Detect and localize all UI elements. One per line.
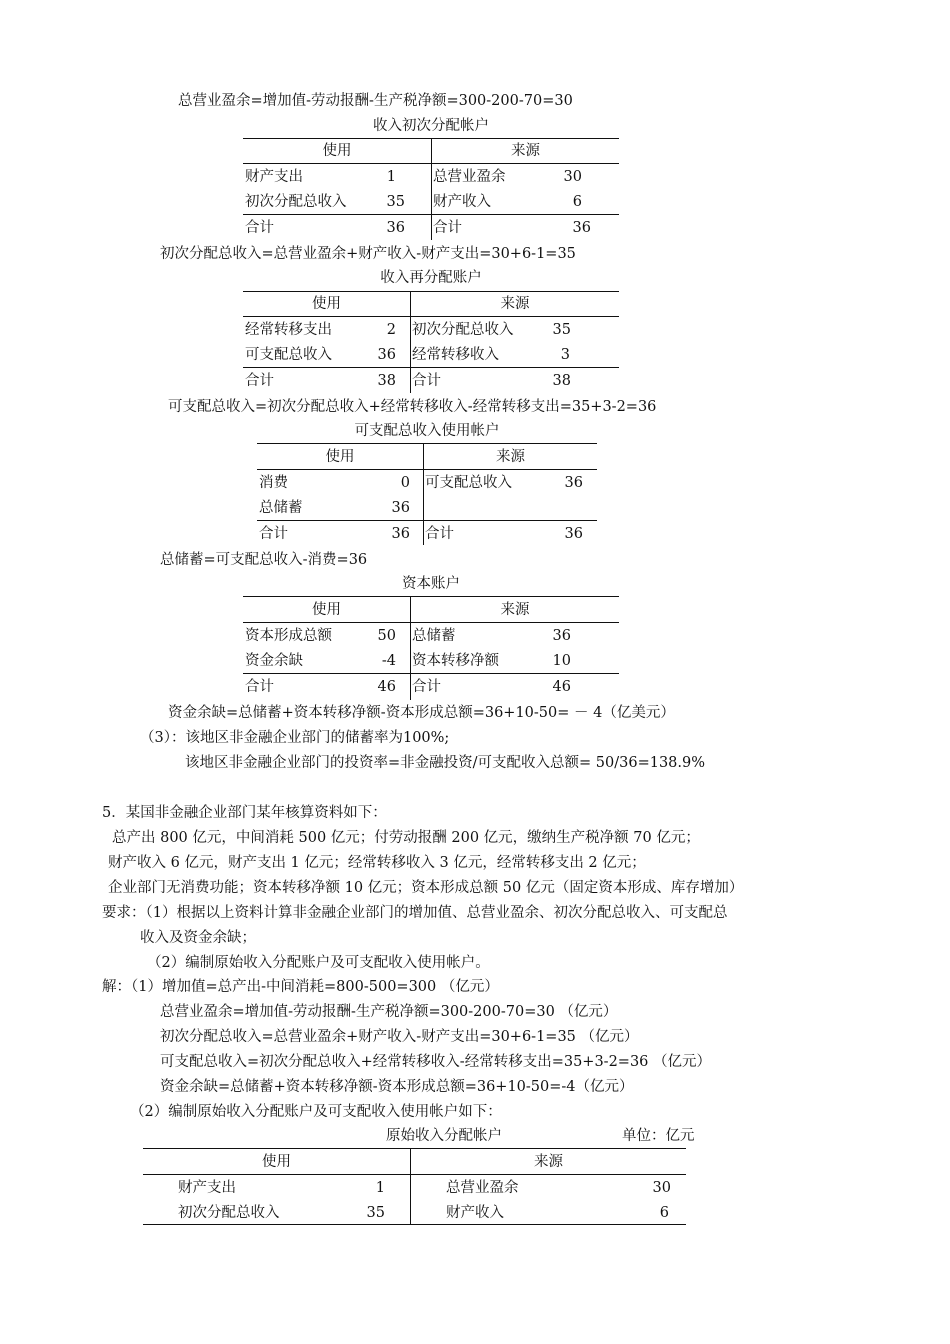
table-total-rule (257, 520, 597, 521)
table-header-rule (243, 622, 619, 623)
table-center-divider (410, 596, 411, 700)
table-cell: 合计 (425, 526, 454, 542)
formula-operating-surplus: 总营业盈余=增加值-劳动报酬-生产税净额=300-200-70=30 (178, 93, 573, 109)
solution-line: 总营业盈余=增加值-劳动报酬-生产税净额=300-200-70=30 （亿元） (160, 1004, 618, 1020)
table-cell: 经常转移支出 (245, 322, 332, 338)
table-cell: 资本转移净额 (412, 653, 499, 669)
column-header-source: 来源 (500, 296, 530, 312)
formula-primary-income: 初次分配总收入=总营业盈余+财产收入-财产支出=30+6-1=35 (160, 246, 576, 262)
table-cell: 初次分配总收入 (245, 194, 347, 210)
answer-saving-rate: （3）：该地区非金融企业部门的储蓄率为100%; (140, 730, 450, 746)
table-cell: 可支配总收入 (245, 347, 332, 363)
table-cell: 财产收入 (446, 1205, 504, 1221)
table-cell: 36 (391, 500, 410, 516)
table-cell: 36 (564, 526, 583, 542)
table-cell: 资金余缺 (245, 653, 303, 669)
table-top-rule (243, 291, 619, 292)
table-title: 收入再分配账户 (380, 270, 482, 286)
table-cell: 36 (386, 220, 405, 236)
table-cell: 合计 (259, 526, 288, 542)
formula-disposable-income: 可支配总收入=初次分配总收入+经常转移收入-经常转移支出=35+3-2=36 (168, 399, 657, 415)
table-cell: 30 (563, 169, 582, 185)
solution-line: 解：（1）增加值=总产出-中间消耗=800-500=300 （亿元） (102, 979, 499, 995)
table-unit: 单位：亿元 (622, 1128, 695, 1144)
table-cell: 资本形成总额 (245, 628, 332, 644)
solution-line: （2）编制原始收入分配账户及可支配收入使用帐户如下： (130, 1104, 502, 1120)
problem-data-line: 企业部门无消费功能；资本转移净额 10 亿元；资本形成总额 50 亿元（固定资本形成、库存增加） (108, 880, 744, 896)
problem-requirement: 收入及资金余缺； (140, 930, 256, 946)
column-header-use: 使用 (312, 602, 341, 618)
table-cell: 总营业盈余 (433, 169, 506, 185)
table-cell: 合计 (245, 373, 274, 389)
column-header-source: 来源 (496, 449, 525, 465)
problem-requirement: 要求：（1）根据以上资料计算非金融企业部门的增加值、总营业盈余、初次分配总收入、可支配总 (102, 905, 728, 921)
table-cell: 总储蓄 (412, 628, 456, 644)
table-title: 资本账户 (402, 576, 460, 592)
formula-fund-balance: 资金余缺=总储蓄+资本转移净额-资本形成总额=36+10-50= － 4（亿美元） (168, 705, 675, 721)
table-title: 收入初次分配帐户 (373, 118, 489, 134)
table-header-rule (243, 316, 619, 317)
column-header-use: 使用 (325, 449, 355, 465)
table-center-divider (410, 1148, 411, 1224)
table-cell: 38 (377, 373, 396, 389)
table-top-rule (143, 1148, 686, 1149)
table-top-rule (257, 443, 597, 444)
table-cell: 36 (377, 347, 396, 363)
table-cell: 总储蓄 (259, 500, 303, 516)
table-title: 原始收入分配帐户 (386, 1128, 502, 1144)
table-cell: 36 (552, 628, 571, 644)
table-cell: 财产支出 (245, 169, 303, 185)
table-total-rule (243, 673, 619, 674)
table-cell: -4 (381, 653, 396, 669)
table-cell: 经常转移收入 (412, 347, 499, 363)
table-cell: 46 (377, 679, 396, 695)
problem-data-line: 总产出 800 亿元，中间消耗 500 亿元；付劳动报酬 200 亿元，缴纳生产税净额 70 亿元； (112, 830, 700, 846)
column-header-use: 使用 (312, 296, 341, 312)
table-title: 可支配总收入使用帐户 (354, 423, 500, 439)
table-cell: 35 (386, 194, 405, 210)
table-cell: 合计 (433, 220, 462, 236)
table-header-rule (257, 469, 597, 470)
problem-heading: 5．某国非金融企业部门某年核算资料如下： (102, 805, 387, 821)
table-cell: 1 (375, 1180, 385, 1196)
table-total-rule (243, 367, 619, 368)
table-top-rule (243, 596, 619, 597)
formula-total-saving: 总储蓄=可支配总收入-消费=36 (160, 552, 368, 568)
table-cell: 35 (552, 322, 571, 338)
table-cell: 50 (377, 628, 396, 644)
problem-requirement: （2）编制原始收入分配账户及可支配收入使用帐户。 (147, 955, 490, 971)
table-cell: 合计 (412, 679, 441, 695)
table-cell: 初次分配总收入 (178, 1205, 280, 1221)
table-cell: 初次分配总收入 (412, 322, 514, 338)
table-cell: 36 (391, 526, 410, 542)
table-center-divider (423, 443, 424, 545)
problem-data-line: 财产收入 6 亿元，财产支出 1 亿元；经常转移收入 3 亿元，经常转移支出 2 亿元； (108, 855, 646, 871)
table-cell: 消费 (259, 475, 288, 491)
table-cell: 30 (652, 1180, 671, 1196)
table-cell: 10 (552, 653, 571, 669)
table-bottom-rule (143, 1224, 686, 1225)
table-cell: 35 (366, 1205, 385, 1221)
table-cell: 46 (552, 679, 571, 695)
table-cell: 财产收入 (433, 194, 491, 210)
table-header-rule (143, 1174, 686, 1175)
table-cell: 36 (572, 220, 591, 236)
table-cell: 6 (659, 1205, 669, 1221)
table-cell: 36 (564, 475, 583, 491)
table-cell: 总营业盈余 (446, 1180, 519, 1196)
table-cell: 3 (560, 347, 570, 363)
table-cell: 0 (400, 475, 410, 491)
table-cell: 财产支出 (178, 1180, 236, 1196)
table-cell: 2 (386, 322, 396, 338)
column-header-use: 使用 (322, 143, 352, 159)
column-header-use: 使用 (262, 1154, 291, 1170)
solution-line: 资金余缺=总储蓄+资本转移净额-资本形成总额=36+10-50=-4（亿元） (160, 1079, 634, 1095)
answer-investment-rate: 该地区非金融企业部门的投资率=非金融投资/可支配收入总额= 50/36=138.9% (185, 755, 706, 771)
solution-line: 初次分配总收入=总营业盈余+财产收入-财产支出=30+6-1=35 （亿元） (160, 1029, 639, 1045)
table-cell: 可支配总收入 (425, 475, 512, 491)
table-cell: 合计 (245, 679, 274, 695)
column-header-source: 来源 (534, 1154, 563, 1170)
table-total-rule (243, 214, 619, 215)
column-header-source: 来源 (500, 602, 530, 618)
table-center-divider (431, 138, 432, 240)
table-cell: 6 (572, 194, 582, 210)
table-center-divider (410, 291, 411, 393)
solution-line: 可支配总收入=初次分配总收入+经常转移收入-经常转移支出=35+3-2=36 （亿元） (160, 1054, 712, 1070)
table-cell: 38 (552, 373, 571, 389)
table-cell: 合计 (245, 220, 274, 236)
table-cell: 合计 (412, 373, 441, 389)
table-cell: 1 (386, 169, 396, 185)
column-header-source: 来源 (511, 143, 540, 159)
